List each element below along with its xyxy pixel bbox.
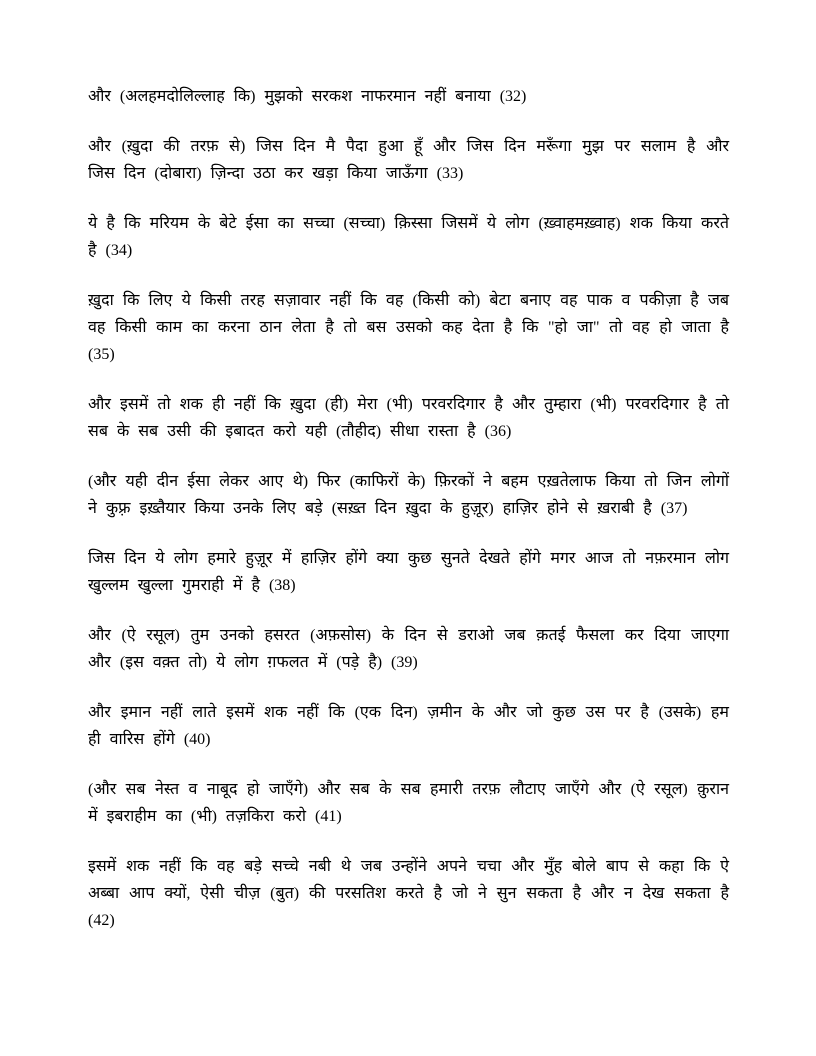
verse-paragraph-36: और इसमें तो शक ही नहीं कि ख़ुदा (ही) मेरा (भी) परवरदिगार है और तुम्हारा (भी) परवरदिगार है तो सब के सब उसी की इबादत करो यही (तौहीद) सीधा रास्ता है (36) [88,396,729,440]
verse-paragraph-33: और (ख़ुदा की तरफ़ से) जिस दिन मै पैदा हुआ हूँ और जिस दिन मरूँगा मुझ पर सलाम है और जिस दिन (दोबारा) ज़िन्दा उठा कर खड़ा किया जाऊँगा (33) [88,138,729,182]
verse-paragraph-40: और इमान नहीं लाते इसमें शक नहीं कि (एक दिन) ज़मीन के और जो कुछ उस पर है (उसके) हम ही वारिस होंगे (40) [88,704,729,748]
verse-paragraph-39: और (ऐ रसूल) तुम उनको हसरत (अफ़सोस) के दिन से डराओ जब क़तई फैसला कर दिया जाएगा और (इस वक़्त तो) ये लोग ग़फलत में (पड़े है) (39) [88,627,729,671]
verse-paragraph-35: ख़ुदा कि लिए ये किसी तरह सज़ावार नहीं कि वह (किसी को) बेटा बनाए वह पाक व पकीज़ा है जब वह किसी काम का करना ठान लेता है तो बस उसको कह देता है कि "हो जा" तो वह हो जाता है (35) [88,292,729,363]
verse-paragraph-32: और (अलहमदोलिल्लाह कि) मुझको सरकश नाफरमान नहीं बनाया (32) [88,88,527,105]
verse-paragraph-34: ये है कि मरियम के बेटे ईसा का सच्चा (सच्चा) क़िस्सा जिसमें ये लोग (ख़्वाहमख़्वाह) शक किया करते है (34) [88,215,729,259]
verse-paragraph-41: (और सब नेस्त व नाबूद हो जाएँगे) और सब के सब हमारी तरफ़ लौटाए जाएँगे और (ऐ रसूल) क़ुरान में इबराहीम का (भी) तज़किरा करो (41) [88,781,729,825]
verse-paragraph-38: जिस दिन ये लोग हमारे हुज़ूर में हाज़िर होंगे क्या कुछ सुनते देखते होंगे मगर आज तो नफ़रमान लोग खुल्लम खुल्ला गुमराही में है (38) [88,550,729,594]
verse-paragraph-42: इसमें शक नहीं कि वह बड़े सच्चे नबी थे जब उन्होंने अपने चचा और मुँह बोले बाप से कहा कि ऐ अब्बा आप क्यों, ऐसी चीज़ (बुत) की परसतिश करते है जो ने सुन सकता है और न देख सकता है (42) [88,858,729,929]
verse-paragraph-37: (और यही दीन ईसा लेकर आए थे) फिर (काफिरों के) फ़िरकों ने बहम एख़तेलाफ किया तो जिन लोगों ने कुफ़्र इख़्तैयार किया उनके लिए बड़े (सख़्त दिन ख़ुदा के हुज़ूर) हाज़िर होने से ख़राबी है (37) [88,473,729,517]
